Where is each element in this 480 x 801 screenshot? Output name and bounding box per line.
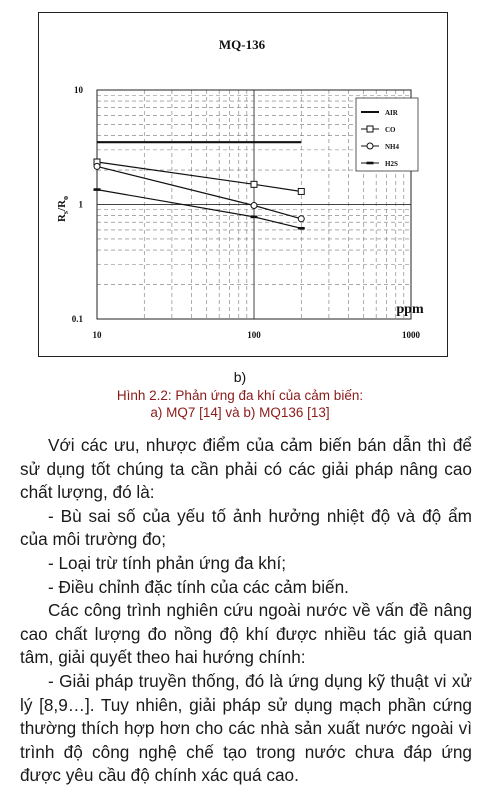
y-tick-label: 0.1: [71, 314, 83, 324]
paragraph-2: - Bù sai số của yếu tố ảnh hưởng nhiệt độ và độ ẩm của môi trường đo;: [20, 505, 472, 550]
figure-caption-line2: a) MQ7 [14] và b) MQ136 [13]: [150, 405, 330, 420]
figure-sublabel: b): [233, 369, 247, 385]
marker-square: [251, 181, 257, 187]
chart-svg: [39, 13, 449, 358]
x-tick-label: 10: [92, 330, 102, 340]
legend-label: NH4: [385, 143, 399, 151]
chart-legend: [356, 98, 418, 171]
y-axis-label: $R_s/R_o$: [56, 195, 70, 223]
paragraph-3: - Loại trừ tính phản ứng đa khí;: [48, 552, 286, 573]
x-tick-label: 100: [247, 330, 261, 340]
legend-label: AIR: [385, 109, 398, 117]
x-axis-label: ppm: [396, 302, 424, 317]
paragraph-6: - Giải pháp truyền thống, đó là ứng dụng kỹ thuật vi xử lý [8,9…]. Tuy nhiên, giải pháp sử dụng mạch phần cứng thường thích hợp hơn cho các nhà sản xuất nước ngoài vì trình độ công nghệ chế tạo trong nước chưa đáp ứng được yêu cầu độ chính xác quá cao.: [20, 670, 472, 786]
chart-title: MQ-136: [218, 37, 266, 52]
marker-square: [298, 188, 304, 194]
series-line-nh4: [97, 166, 301, 218]
y-tick-label: 1: [78, 199, 83, 210]
y-tick-label: 10: [74, 85, 83, 95]
marker-circle: [251, 203, 257, 209]
body-text: [20, 434, 472, 788]
x-tick-label: 1000: [402, 330, 420, 340]
marker-circle: [367, 143, 373, 149]
series-line-co: [97, 162, 301, 192]
legend-label: H2S: [385, 160, 398, 168]
marker-circle: [298, 216, 304, 222]
chart-figure: [38, 12, 448, 357]
figure-caption-line1: Hình 2.2: Phản ứng đa khí của cảm biến:: [116, 388, 364, 403]
paragraph-5: Các công trình nghiên cứu ngoài nước về vấn đề nâng cao chất lượng đo nồng độ khí được nhiều tác giả quan tâm, giải quyết theo hai hướng chính:: [20, 600, 472, 668]
marker-square: [367, 126, 373, 132]
paragraph-4: - Điều chỉnh đặc tính của các cảm biến.: [48, 576, 349, 597]
marker-circle: [94, 163, 100, 169]
legend-label: CO: [385, 126, 396, 134]
paragraph-1: Với các ưu, nhược điểm của cảm biến bán dẫn thì để sử dụng tốt chúng ta cần phải có các giải pháp nâng cao chất lượng, đó là:: [20, 435, 472, 503]
